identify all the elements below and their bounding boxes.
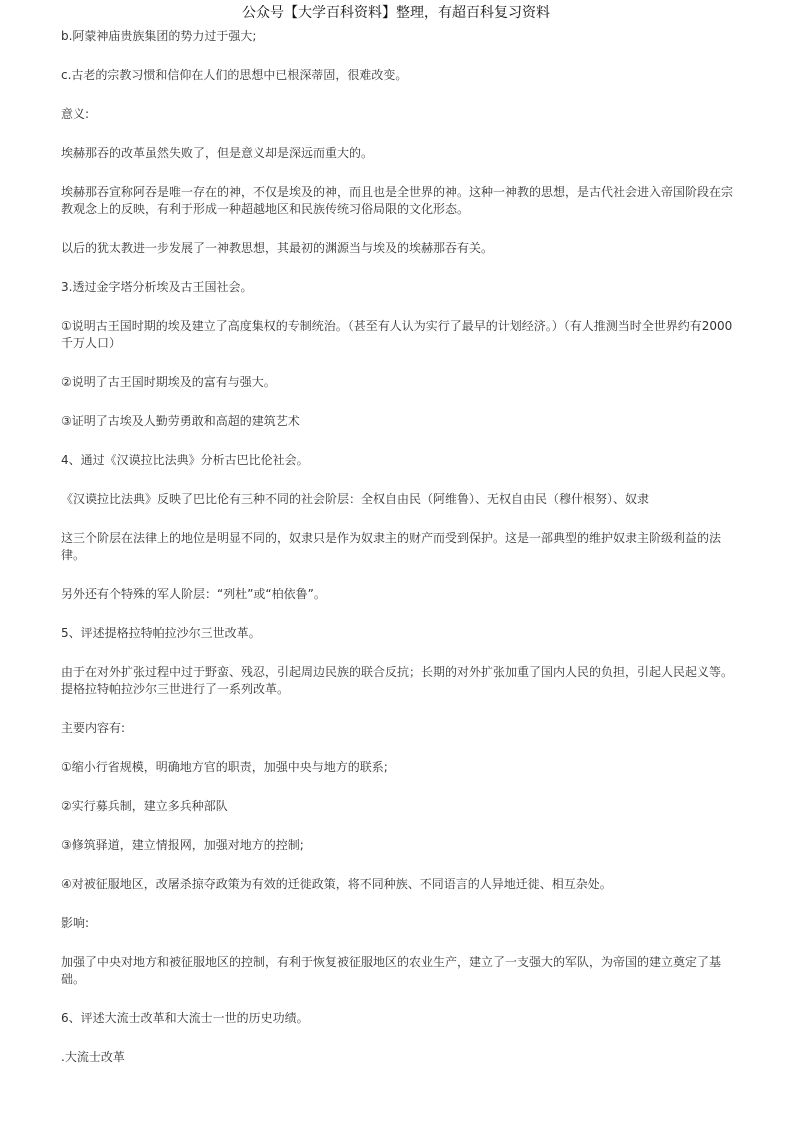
- section-label: 主要内容有:: [61, 721, 126, 735]
- section-label: 意义:: [61, 107, 90, 121]
- paragraph: ③修筑驿道，建立情报网，加强对地方的控制;: [61, 838, 304, 852]
- paragraph: ①说明古王国时期的埃及建立了高度集权的专制统治。（甚至有人认为实行了最早的计划经济。）（有人推测当时全世界约有2000千万人口）: [61, 319, 733, 350]
- section-label: 影响:: [61, 916, 90, 930]
- paragraph: c.古老的宗教习惯和信仰在人们的思想中已根深蒂固，很难改变。: [61, 68, 408, 82]
- paragraph: 埃赫那吞宣称阿吞是唯一存在的神，不仅是埃及的神，而且也是全世界的神。这种一神教的思想，是古代社会进入帝国阶段在宗教观念上的反映，有利于形成一种超越地区和民族传统习俗局限的文化形态。: [61, 185, 734, 216]
- paragraph: ③证明了古埃及人勤劳勇敢和高超的建筑艺术: [61, 414, 300, 428]
- paragraph: 另外还有个特殊的军人阶层：“列杜”或“柏依鲁”。: [61, 587, 326, 601]
- paragraph: 埃赫那吞的改革虽然失败了，但是意义却是深远而重大的。: [61, 146, 374, 160]
- paragraph: ②说明了古王国时期埃及的富有与强大。: [61, 375, 276, 389]
- section-heading: 4、通过《汉谟拉比法典》分析古巴比伦社会。: [61, 453, 309, 467]
- paragraph: b.阿蒙神庙贵族集团的势力过于强大;: [61, 29, 257, 43]
- paragraph: 加强了中央对地方和被征服地区的控制，有利于恢复被征服地区的农业生产，建立了一支强大的军队，为帝国的建立奠定了基础。: [61, 955, 722, 986]
- section-heading: 5、评述提格拉特帕拉沙尔三世改革。: [61, 626, 261, 640]
- paragraph: ④对被征服地区，改屠杀掠夺政策为有效的迁徙政策，将不同种族、不同语言的人异地迁徙、相互杂处。: [61, 877, 612, 891]
- paragraph: .大流士改革: [61, 1050, 125, 1064]
- document-body: [61, 28, 735, 1088]
- paragraph: 以后的犹太教进一步发展了一神教思想，其最初的渊源当与埃及的埃赫那吞有关。: [61, 241, 494, 255]
- paragraph: ②实行募兵制，建立多兵种部队: [61, 799, 228, 813]
- page-header: 公众号【大学百科资料】整理，有超百科复习资料: [242, 5, 550, 21]
- section-heading: 6、评述大流士改革和大流士一世的历史功绩。: [61, 1011, 309, 1025]
- paragraph: 由于在对外扩张过程中过于野蛮、残忍，引起周边民族的联合反抗；长期的对外扩张加重了国内人民的负担，引起人民起义等。提格拉特帕拉沙尔三世进行了一系列改革。: [61, 665, 734, 696]
- paragraph: 这三个阶层在法律上的地位是明显不同的，奴隶只是作为奴隶主的财产而受到保护。这是一部典型的维护奴隶主阶级利益的法律。: [61, 531, 722, 562]
- paragraph: 《汉谟拉比法典》反映了巴比伦有三种不同的社会阶层：全权自由民（阿维鲁）、无权自由民（穆什根努）、奴隶: [61, 492, 650, 506]
- section-heading: 3.透过金字塔分析埃及古王国社会。: [61, 280, 253, 294]
- paragraph: ①缩小行省规模，明确地方官的职责，加强中央与地方的联系;: [61, 760, 388, 774]
